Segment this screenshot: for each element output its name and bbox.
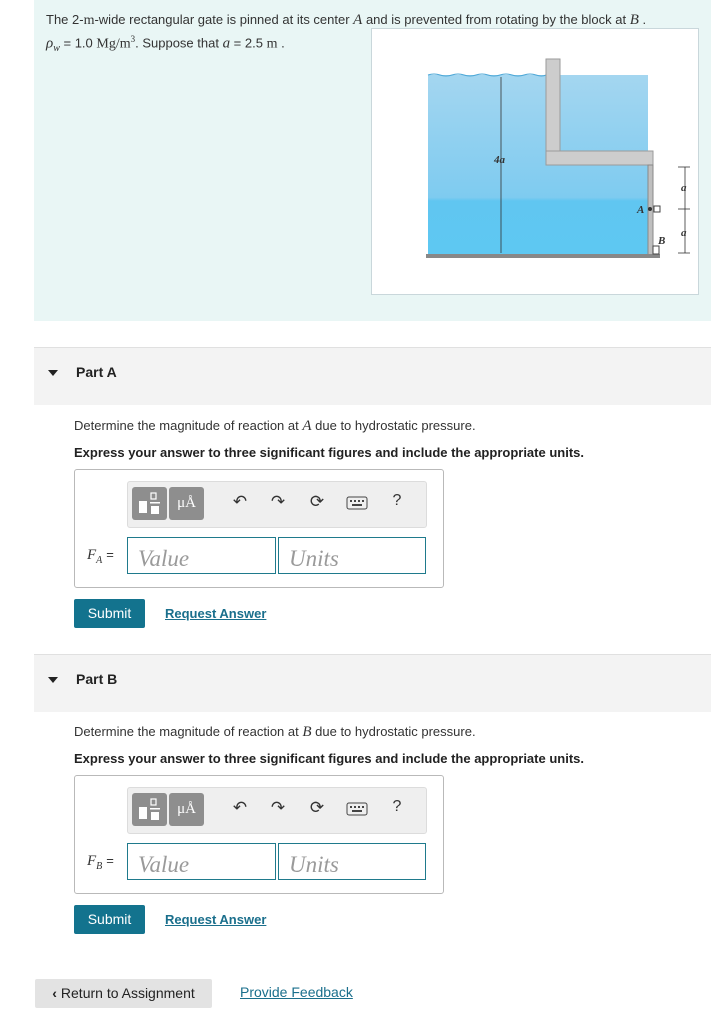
part-a-answer-box — [74, 469, 444, 588]
help-button[interactable]: ? — [392, 798, 402, 815]
part-b-instruction: Express your answer to three significant figures and include the appropriate units. — [74, 751, 584, 766]
point-a-label: A — [637, 204, 645, 216]
part-a-question — [74, 418, 476, 435]
problem-text-part: -wide rectangular gate is pinned at its center — [94, 12, 354, 27]
keyboard-icon[interactable] — [344, 495, 370, 515]
question-text: Determine the magnitude of reaction at — [74, 418, 303, 433]
problem-text-part: The 2- — [46, 12, 84, 27]
pin-a-center — [648, 207, 652, 211]
units-input[interactable] — [278, 537, 426, 574]
return-to-assignment-button[interactable] — [35, 979, 212, 1008]
templates-button[interactable] — [132, 793, 167, 826]
question-variable: B — [302, 724, 312, 740]
units-button[interactable]: μÅ — [169, 487, 204, 520]
value-input[interactable] — [127, 843, 276, 880]
keyboard-shape — [346, 802, 368, 816]
chevron-left-icon: ‹ — [52, 985, 57, 1001]
question-text: due to hydrostatic pressure. — [311, 418, 476, 433]
pin-a — [654, 206, 660, 212]
reset-icon[interactable]: ⟳ — [309, 492, 325, 511]
request-answer-link[interactable]: Request Answer — [165, 912, 267, 927]
density-exponent: 3 — [130, 34, 136, 44]
return-label: Return to Assignment — [60, 985, 195, 1001]
question-variable: A — [302, 418, 312, 434]
gate-figure — [371, 28, 699, 295]
variable-subscript: B — [96, 861, 103, 872]
equals-sign: = — [106, 547, 114, 562]
problem-text-part: and is prevented from rotating by the block at — [362, 12, 630, 27]
redo-icon[interactable]: ↷ — [270, 492, 286, 511]
variable-symbol: F — [87, 547, 97, 563]
templates-icon — [132, 793, 167, 826]
part-b-answer-box — [74, 775, 444, 894]
part-b-question — [74, 724, 476, 741]
collapse-triangle-icon[interactable] — [48, 677, 58, 683]
math-toolbar — [127, 787, 427, 834]
wall-vertical — [546, 59, 560, 165]
templates-icon — [132, 487, 167, 520]
point-b-symbol: B — [629, 12, 639, 28]
equals-sign: = — [106, 853, 114, 868]
math-toolbar — [127, 481, 427, 528]
problem-statement — [34, 0, 711, 321]
dimension-label-a-lower: a — [681, 227, 687, 239]
help-button[interactable]: ? — [392, 492, 402, 509]
depth-label: 4a — [494, 154, 505, 166]
unit-m: m — [266, 36, 278, 52]
point-b-label: B — [658, 235, 666, 247]
problem-text-part: = 2.5 — [230, 35, 267, 51]
point-a-symbol: A — [353, 12, 363, 28]
part-b-variable-label — [87, 853, 114, 872]
undo-icon[interactable]: ↶ — [232, 492, 248, 511]
part-a-instruction: Express your answer to three significant figures and include the appropriate units. — [74, 445, 584, 460]
problem-text-part: . — [638, 12, 647, 27]
variable-subscript: A — [96, 555, 103, 566]
wall-horizontal — [546, 151, 653, 165]
part-b-header[interactable] — [34, 654, 711, 712]
undo-icon[interactable]: ↶ — [232, 798, 248, 817]
part-a-variable-label — [87, 547, 114, 566]
var-a-symbol: a — [222, 35, 231, 52]
submit-button[interactable]: Submit — [74, 599, 145, 628]
density-unit: Mg/m — [96, 36, 131, 52]
question-text: due to hydrostatic pressure. — [311, 724, 476, 739]
redo-icon[interactable]: ↷ — [270, 798, 286, 817]
submit-button[interactable]: Submit — [74, 905, 145, 934]
collapse-triangle-icon[interactable] — [48, 370, 58, 376]
part-a-header[interactable] — [34, 347, 711, 405]
units-button[interactable]: μÅ — [169, 793, 204, 826]
value-input[interactable] — [127, 537, 276, 574]
dimension-label-a-upper: a — [681, 182, 687, 194]
request-answer-link[interactable]: Request Answer — [165, 606, 267, 621]
variable-symbol: F — [87, 853, 97, 869]
part-b-title: Part B — [76, 671, 118, 687]
units-input[interactable] — [278, 843, 426, 880]
block-b — [653, 246, 659, 254]
templates-button[interactable] — [132, 487, 167, 520]
keyboard-icon[interactable] — [344, 801, 370, 821]
keyboard-shape — [346, 496, 368, 510]
reset-icon[interactable]: ⟳ — [309, 798, 325, 817]
part-a-title: Part A — [76, 364, 117, 380]
gate-diagram — [372, 29, 698, 294]
question-text: Determine the magnitude of reaction at — [74, 724, 303, 739]
provide-feedback-link[interactable]: Provide Feedback — [240, 984, 353, 1000]
rho-symbol: ρ — [46, 35, 54, 52]
problem-text-part: . Suppose that — [135, 35, 223, 51]
problem-text-part: . — [277, 35, 285, 51]
ground — [426, 254, 660, 258]
rho-subscript: w — [53, 42, 60, 54]
unit-m: m — [83, 13, 95, 28]
problem-text-part: = 1.0 — [59, 35, 97, 51]
